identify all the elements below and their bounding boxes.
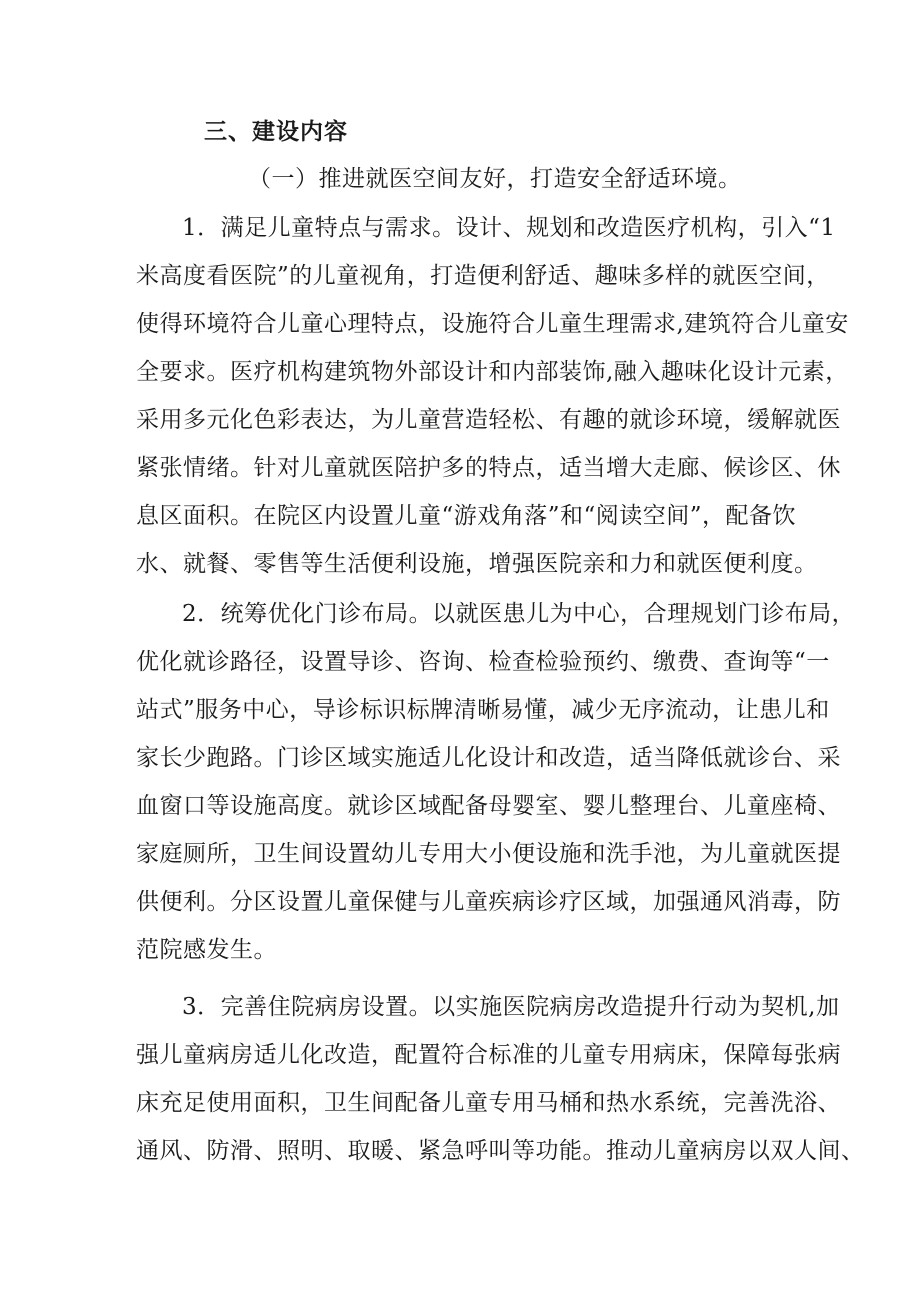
paragraph-3-line-3: 床充足使用面积，卫生间配备儿童专用马桶和热水系统，完善洗浴、 — [136, 1090, 841, 1116]
section-heading: 三、建设内容 — [204, 119, 348, 145]
paragraph-1-line-3: 使得环境符合儿童心理特点，设施符合儿童生理需求,建筑符合儿童安 — [136, 311, 849, 337]
paragraph-2-line-4: 家长少跑路。门诊区域实施适儿化设计和改造，适当降低就诊台、采 — [136, 745, 841, 771]
paragraph-2-line-8: 范院感发生。 — [136, 937, 277, 963]
paragraph-2-line-1: 2．统筹优化门诊布局。以就医患儿为中心，合理规划门诊布局， — [182, 601, 856, 627]
paragraph-1-line-5: 采用多元化色彩表达，为儿童营造轻松、有趣的就诊环境，缓解就医 — [136, 407, 841, 433]
paragraph-1-line-2: 米高度看医院”的儿童视角，打造便利舒适、趣味多样的就医空间， — [136, 263, 830, 289]
paragraph-3-line-4: 通风、防滑、照明、取暖、紧急呼叫等功能。推动儿童病房以双人间、 — [136, 1138, 865, 1164]
paragraph-1-line-6: 紧张情绪。针对儿童就医陪护多的特点，适当增大走廊、候诊区、休 — [136, 455, 841, 481]
paragraph-2-line-6: 家庭厕所，卫生间设置幼儿专用大小便设施和洗手池，为儿童就医提 — [136, 841, 841, 867]
paragraph-2-line-2: 优化就诊路径，设置导诊、咨询、检查检验预约、缴费、查询等“一 — [136, 649, 830, 675]
paragraph-1-line-4: 全要求。医疗机构建筑物外部设计和内部装饰,融入趣味化设计元素， — [136, 359, 849, 385]
paragraph-1-line-8: 水、就餐、零售等生活便利设施，增强医院亲和力和就医便利度。 — [136, 551, 818, 577]
paragraph-1-line-1: 1．满足儿童特点与需求。设计、规划和改造医疗机构，引入“1 — [182, 215, 836, 241]
paragraph-2-line-3: 站式”服务中心，导诊标识标牌清晰易懂，减少无序流动，让患儿和 — [136, 697, 830, 723]
section-subheading: （一）推进就医空间友好，打造安全舒适环境。 — [248, 166, 742, 192]
paragraph-1-line-7: 息区面积。在院区内设置儿童“游戏角落”和“阅读空间”，配备饮 — [136, 503, 797, 529]
paragraph-2-line-5: 血窗口等设施高度。就诊区域配备母婴室、婴儿整理台、儿童座椅、 — [136, 793, 841, 819]
paragraph-3-line-1: 3．完善住院病房设置。以实施医院病房改造提升行动为契机,加 — [182, 994, 840, 1020]
paragraph-2-line-7: 供便利。分区设置儿童保健与儿童疾病诊疗区域，加强通风消毒，防 — [136, 889, 841, 915]
paragraph-3-line-2: 强儿童病房适儿化改造，配置符合标准的儿童专用病床，保障每张病 — [136, 1042, 841, 1068]
